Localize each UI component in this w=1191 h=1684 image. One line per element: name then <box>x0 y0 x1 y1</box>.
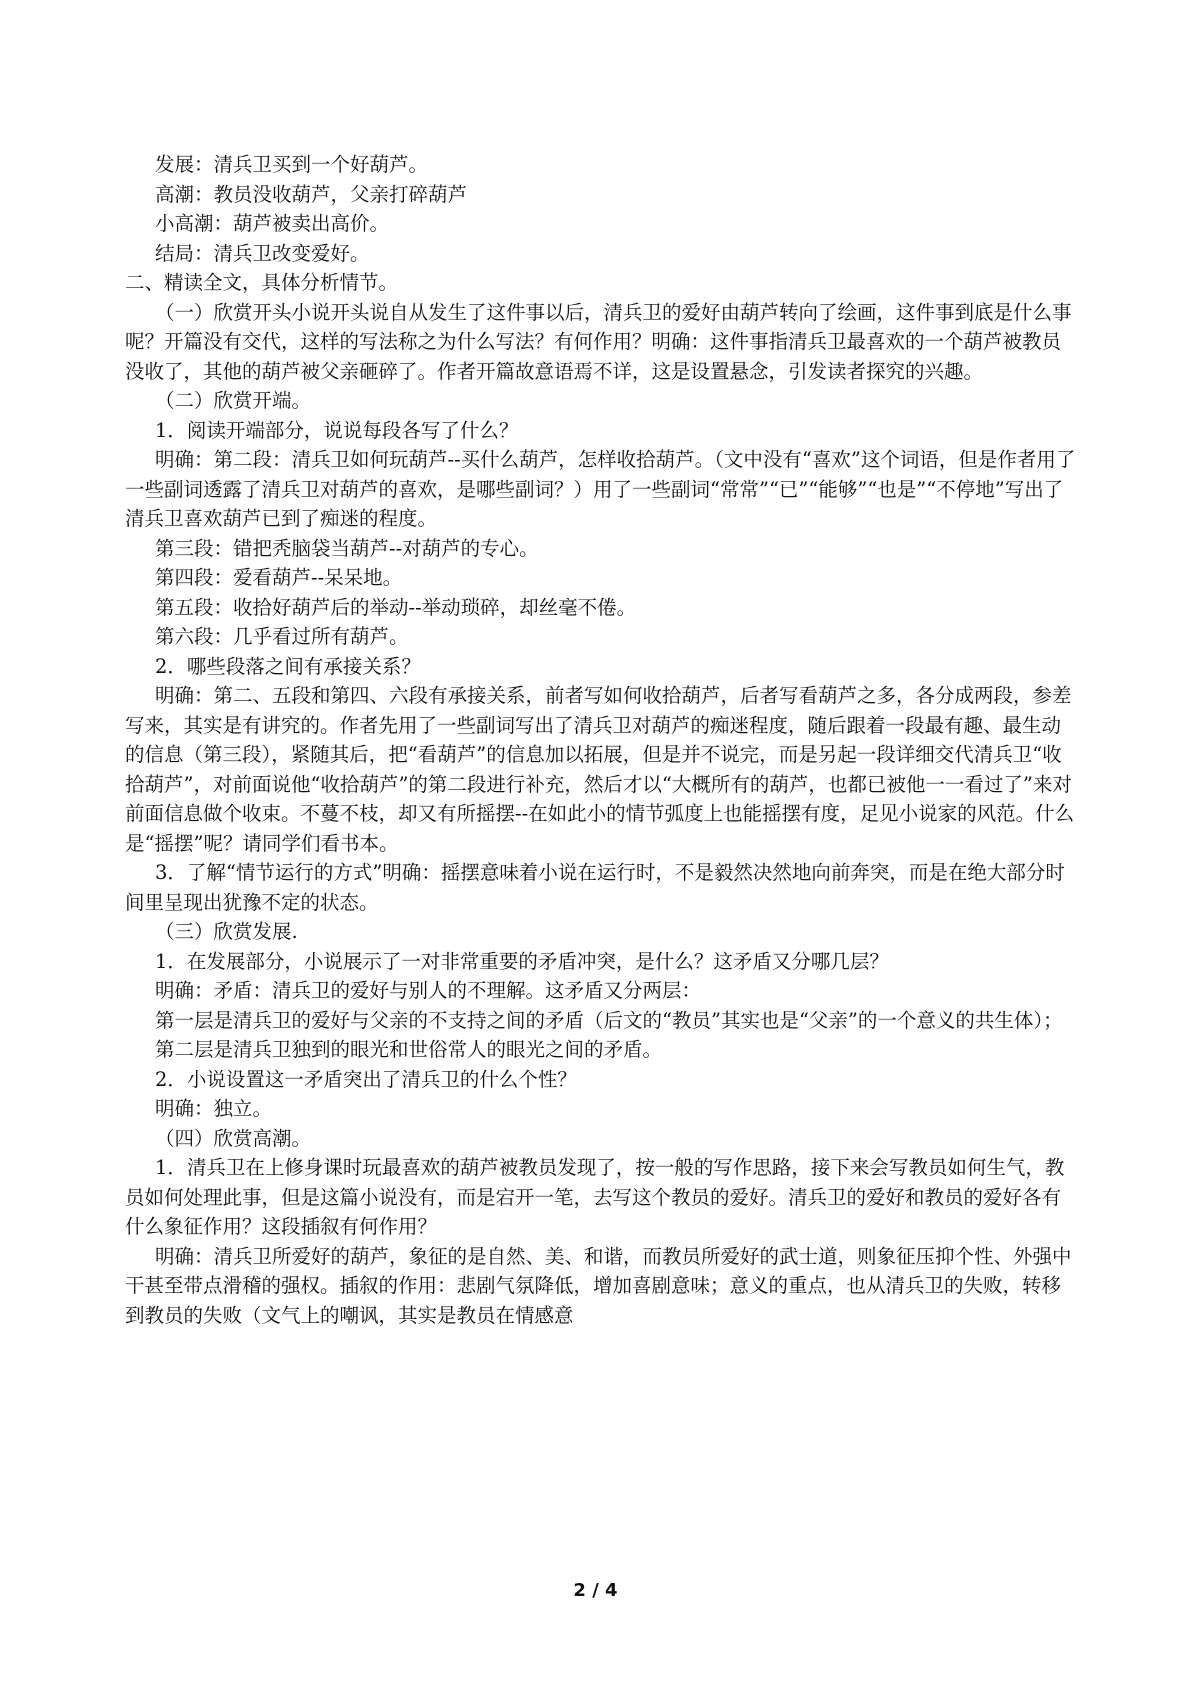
paragraph: 明确：第二、五段和第四、六段有承接关系，前者写如何收拾葫芦，后者写看葫芦之多，各分成两段，参差写来，其实是有讲究的。作者先用了一些副词写出了清兵卫对葫芦的痴迷程度，随后跟着一段最有趣、最生动的信息（第三段），紧随其后，把“看葫芦”的信息加以拓展，但是并不说完，而是另起一段详细交代清兵卫“收拾葫芦”，对前面说他“收拾葫芦”的第二段进行补充，然后才以“大概所有的葫芦，也都已被他一一看过了”来对前面信息做个收束。不蔓不枝，却又有所摇摆--在如此小的情节弧度上也能摇摆有度，足见小说家的风范。什么是“摇摆”呢？请同学们看书本。 <box>125 684 1075 855</box>
paragraph: 2．哪些段落之间有承接关系？ <box>155 654 421 678</box>
paragraph: 明确：第二段：清兵卫如何玩葫芦--买什么葫芦，怎样收拾葫芦。（文中没有“喜欢”这个词语，但是作者用了一些副词透露了清兵卫对葫芦的喜欢，是哪些副词？）用了一些副词“常常”“已”“能够”“也是”“不停地”写出了清兵卫喜欢葫芦已到了痴迷的程度。 <box>125 448 1076 530</box>
paragraph: 高潮：教员没收葫芦，父亲打碎葫芦 <box>155 182 468 206</box>
paragraph: 第五段：收拾好葫芦后的举动--举动琐碎，却丝毫不倦。 <box>155 595 637 619</box>
paragraph: 发展：清兵卫买到一个好葫芦。 <box>155 153 429 176</box>
paragraph: （一）欣赏开头小说开头说自从发生了这件事以后，清兵卫的爱好由葫芦转向了绘画，这件事到底是什么事呢？开篇没有交代，这样的写法称之为什么写法？有何作用？明确：这件事指清兵卫最喜欢的一个葫芦被教员没收了，其他的葫芦被父亲砸碎了。作者开篇故意语焉不详，这是设置悬念，引发读者探究的兴趣。 <box>125 300 1072 383</box>
paragraph: 明确：矛盾：清兵卫的爱好与别人的不理解。这矛盾又分两层： <box>155 979 702 1002</box>
paragraph: 结局：清兵卫改变爱好。 <box>155 241 370 265</box>
paragraph: 1．清兵卫在上修身课时玩最喜欢的葫芦被教员发现了，按一般的写作思路，接下来会写教员如何生气，教员如何处理此事，但是这篇小说没有，而是宕开一笔，去写这个教员的爱好。清兵卫的爱好和教员的爱好各有什么象征作用？这段插叙有何作用？ <box>125 1156 1065 1238</box>
paragraph: 第四段：爱看葫芦--呆呆地。 <box>155 566 403 589</box>
paragraph: （三）欣赏发展. <box>155 920 298 943</box>
paragraph: 3．了解“情节运行的方式”明确：摇摆意味着小说在运行时，不是毅然决然地向前奔突，而是在绝大部分时间里呈现出犹豫不定的状态。 <box>125 861 1065 914</box>
paragraph: 第一层是清兵卫的爱好与父亲的不支持之间的矛盾（后文的“教员”其实也是“父亲”的一个意义的共生体）； <box>155 1008 1063 1032</box>
document-body <box>125 150 1080 1330</box>
paragraph: 第二层是清兵卫独到的眼光和世俗常人的眼光之间的矛盾。 <box>155 1038 663 1061</box>
paragraph: 2．小说设置这一矛盾突出了清兵卫的什么个性？ <box>155 1067 577 1091</box>
paragraph: （四）欣赏高潮。 <box>155 1126 312 1150</box>
page-number: 2 / 4 <box>573 1580 618 1601</box>
paragraph: 二、精读全文，具体分析情节。 <box>125 271 399 294</box>
paragraph: 明确：独立。 <box>155 1097 273 1120</box>
paragraph: 明确：清兵卫所爱好的葫芦，象征的是自然、美、和谐，而教员所爱好的武士道，则象征压抑个性、外强中干甚至带点滑稽的强权。插叙的作用：悲剧气氛降低，增加喜剧意味；意义的重点，也从清兵卫的失败，转移到教员的失败（文气上的嘲讽，其实是教员在情感意 <box>125 1244 1072 1327</box>
paragraph: 第六段：几乎看过所有葫芦。 <box>155 625 409 648</box>
paragraph: 小高潮：葫芦被卖出高价。 <box>155 212 390 235</box>
paragraph: 1．阅读开端部分，说说每段各写了什么？ <box>155 418 519 442</box>
paragraph: （二）欣赏开端。 <box>155 389 312 412</box>
paragraph: 第三段：错把秃脑袋当葫芦--对葫芦的专心。 <box>155 536 539 560</box>
paragraph: 1．在发展部分，小说展示了一对非常重要的矛盾冲突，是什么？这矛盾又分哪几层？ <box>155 949 889 973</box>
